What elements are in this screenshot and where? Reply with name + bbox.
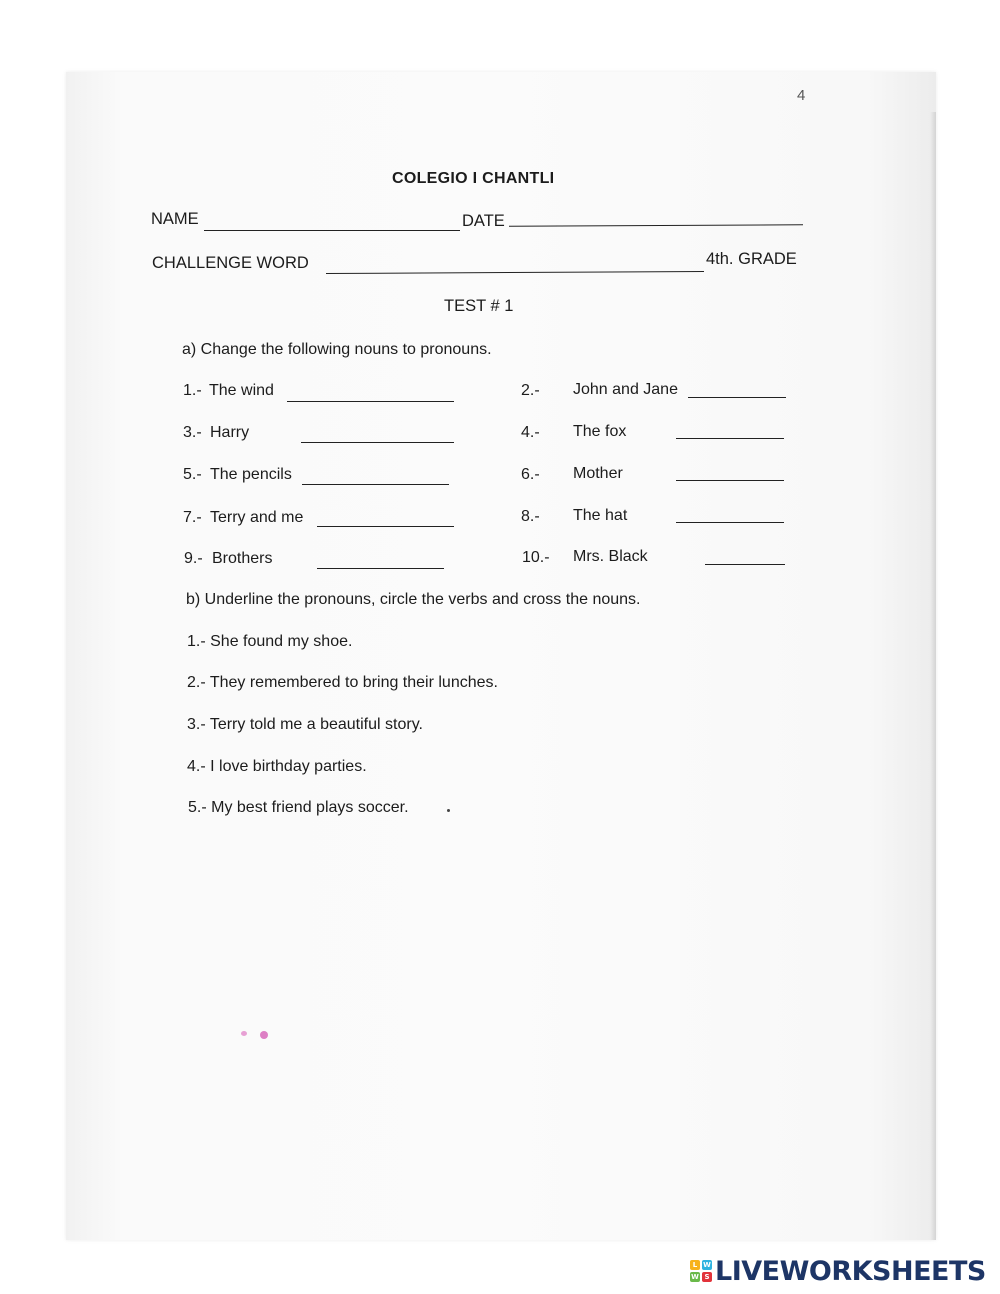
- ink-speck: [241, 1031, 247, 1036]
- scanned-sheet: [66, 72, 936, 1240]
- sentence-3[interactable]: 3.- Terry told me a beautiful story.: [187, 716, 423, 733]
- item-2-number: 2.-: [521, 382, 540, 399]
- sentence-5[interactable]: 5.- My best friend plays soccer.: [188, 799, 409, 816]
- item-7-number: 7.-: [183, 509, 202, 526]
- section-b-instruction: b) Underline the pronouns, circle the verbs and cross the nouns.: [186, 591, 641, 608]
- item-3-noun: Harry: [210, 424, 250, 441]
- item-9-number: 9.-: [184, 550, 203, 567]
- item-8-number: 8.-: [521, 508, 540, 525]
- item-6-number: 6.-: [521, 466, 540, 483]
- item-10-number: 10.-: [522, 549, 550, 566]
- grade-label: 4th. GRADE: [706, 250, 797, 268]
- date-label: DATE: [462, 212, 505, 230]
- item-2-noun: John and Jane: [573, 381, 678, 398]
- item-7-noun: Terry and me: [210, 509, 304, 526]
- section-a-instruction: a) Change the following nouns to pronouns.: [182, 341, 492, 358]
- name-blank[interactable]: [204, 230, 460, 231]
- item-8-noun: The hat: [573, 507, 628, 524]
- item-10-noun: Mrs. Black: [573, 548, 648, 565]
- item-2-answer-blank[interactable]: [688, 397, 786, 398]
- item-8-answer-blank[interactable]: [676, 522, 784, 523]
- name-label: NAME: [151, 210, 199, 228]
- item-10-answer-blank[interactable]: [705, 564, 785, 565]
- item-4-number: 4.-: [521, 424, 540, 441]
- item-7-answer-blank[interactable]: [317, 526, 454, 527]
- sentence-1[interactable]: 1.- She found my shoe.: [187, 633, 353, 650]
- page-number: 4: [797, 87, 806, 104]
- item-3-number: 3.-: [183, 424, 202, 441]
- item-1-answer-blank[interactable]: [287, 401, 454, 402]
- liveworksheets-logo: [690, 1256, 986, 1286]
- item-3-answer-blank[interactable]: [301, 442, 454, 443]
- sentence-4[interactable]: 4.- I love birthday parties.: [187, 758, 367, 775]
- test-title: TEST # 1: [444, 297, 514, 315]
- item-9-noun: Brothers: [212, 550, 273, 567]
- item-1-number: 1.-: [183, 382, 202, 399]
- item-9-answer-blank[interactable]: [317, 568, 444, 569]
- sheet-shadow-edge: [930, 112, 936, 1240]
- logo-tile-w2: W: [691, 1273, 699, 1281]
- logo-text: LIVEWORKSHEETS: [715, 1255, 986, 1287]
- logo-tile-s: S: [702, 1272, 712, 1282]
- item-4-answer-blank[interactable]: [676, 438, 784, 439]
- item-5-answer-blank[interactable]: [302, 484, 449, 485]
- item-6-answer-blank[interactable]: [676, 480, 784, 481]
- sentence-2[interactable]: 2.- They remembered to bring their lunches.: [187, 674, 498, 691]
- item-5-noun: The pencils: [210, 466, 292, 483]
- school-name: COLEGIO I CHANTLI: [392, 170, 555, 187]
- item-5-number: 5.-: [183, 466, 202, 483]
- logo-tile-l: L: [690, 1260, 700, 1270]
- scan-speck: [447, 809, 450, 812]
- liveworksheets-icon: [690, 1260, 712, 1282]
- challenge-word-label: CHALLENGE WORD: [152, 254, 309, 272]
- item-1-noun: The wind: [209, 382, 274, 399]
- ink-speck: [260, 1031, 268, 1039]
- item-6-noun: Mother: [573, 465, 623, 482]
- logo-tile-w: W: [703, 1261, 711, 1269]
- item-4-noun: The fox: [573, 423, 627, 440]
